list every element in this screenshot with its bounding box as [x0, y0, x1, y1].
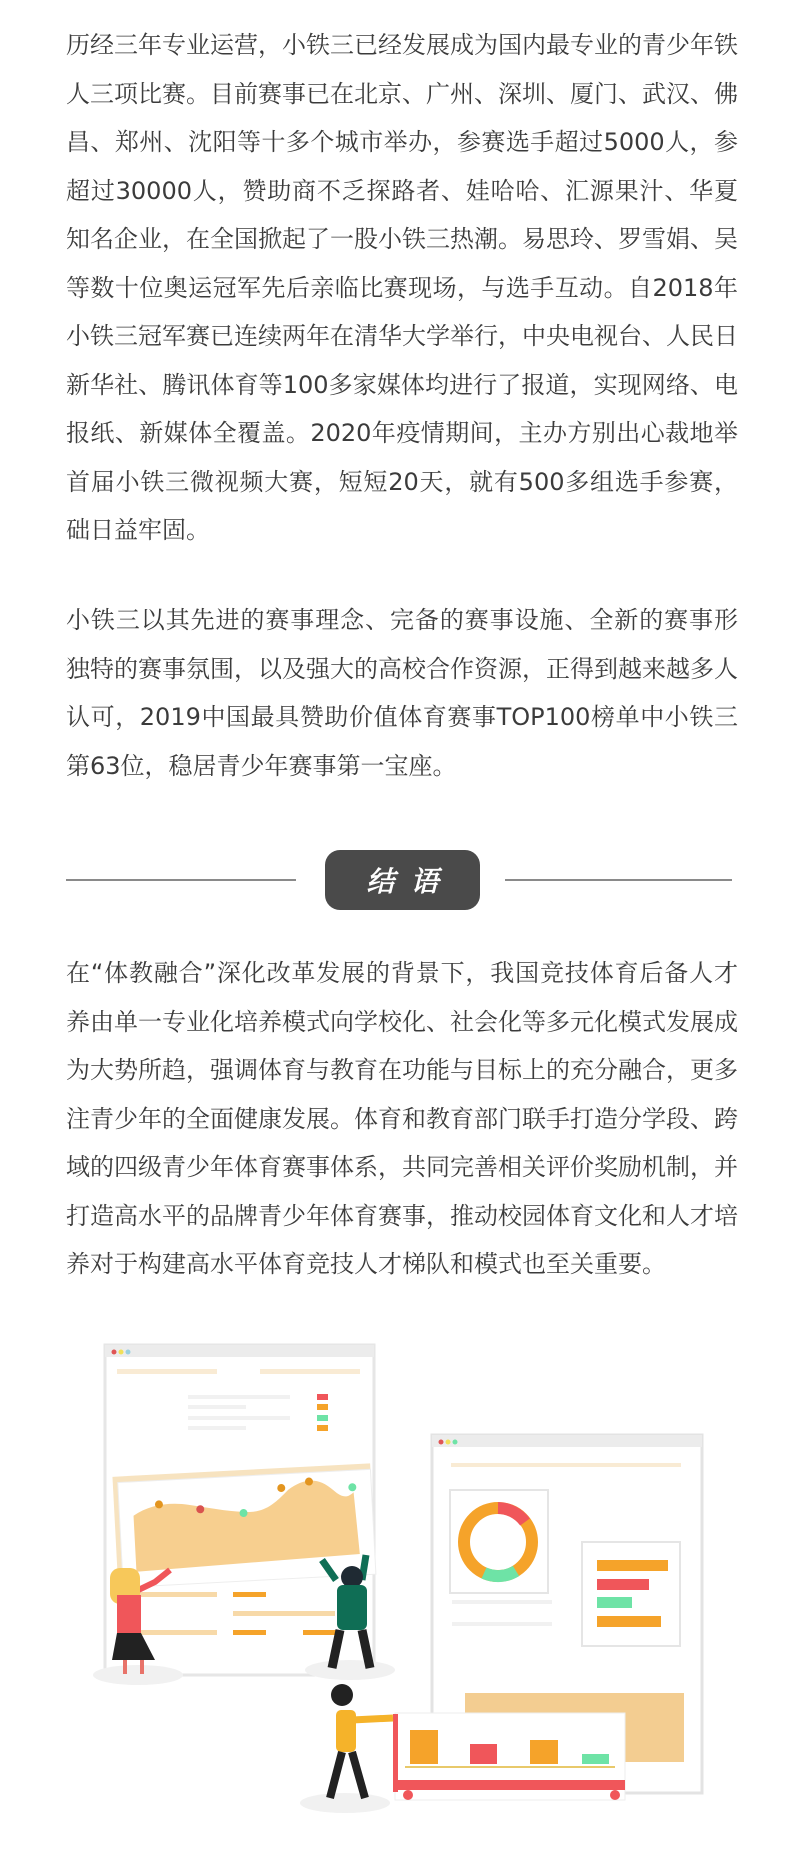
text-line: 在“体教融合”深化改革发展的背景下，我国竞技体育后备人才 [66, 959, 738, 987]
text-line: 独特的赛事氛围，以及强大的高校合作资源，正得到越来越多人 [66, 654, 738, 683]
text-line: 注青少年的全面健康发展。体育和教育部门联手打造分学段、跨 [66, 1104, 738, 1133]
text-line: 养由单一专业化培养模式向学校化、社会化等多元化模式发展成 [66, 1007, 738, 1036]
text-line: 新华社、腾讯体育等100多家媒体均进行了报道，实现网络、电 [66, 370, 738, 399]
text-line: 人三项比赛。目前赛事已在北京、广州、深圳、厦门、武汉、佛 [66, 79, 738, 108]
divider-left [66, 879, 296, 881]
dashboard-illustration [0, 1280, 800, 1874]
text-line: 养对于构建高水平体育竞技人才梯队和模式也至关重要。 [66, 1250, 666, 1278]
text-line: 报纸、新媒体全覆盖。2020年疫情期间，主办方别出心裁地举 [66, 419, 738, 447]
text-line: 打造高水平的品牌青少年体育赛事，推动校园体育文化和人才培 [66, 1201, 738, 1230]
section-heading: 结语 [325, 850, 480, 910]
paragraph-recognition [66, 596, 738, 790]
paragraph-conclusion [66, 949, 738, 1289]
text-line: 小铁三冠军赛已连续两年在清华大学举行，中央电视台、人民日 [66, 322, 738, 350]
text-line: 历经三年专业运营，小铁三已经发展成为国内最专业的青少年铁 [66, 31, 738, 59]
line-chart-card [112, 1463, 375, 1587]
text-line: 昌、郑州、沈阳等十多个城市举办，参赛选手超过5000人，参 [66, 128, 738, 156]
text-line: 等数十位奥运冠军先后亲临比赛现场，与选手互动。自2018年 [66, 273, 738, 302]
text-line: 小铁三以其先进的赛事理念、完备的赛事设施、全新的赛事形 [66, 606, 738, 634]
text-line: 首届小铁三微视频大赛，短短20天，就有500多组选手参赛， [66, 467, 738, 496]
text-line: 知名企业，在全国掀起了一股小铁三热潮。易思玲、罗雪娟、吴 [66, 225, 738, 253]
text-line: 认可，2019中国最具赞助价值体育赛事TOP100榜单中小铁三 [66, 703, 738, 731]
text-line: 超过30000人，赞助商不乏探路者、娃哈哈、汇源果汁、华夏 [66, 176, 738, 205]
divider-right [505, 879, 732, 881]
paragraph-intro [66, 21, 738, 555]
text-line: 础日益牢固。 [66, 516, 210, 544]
person-pushing-illustration [330, 1684, 393, 1798]
text-line: 第63位，稳居青少年赛事第一宝座。 [66, 751, 457, 780]
text-line: 域的四级青少年体育赛事体系，共同完善相关评价奖励机制，并 [66, 1153, 738, 1181]
text-line: 为大势所趋，强调体育与教育在功能与目标上的充分融合，更多 [66, 1056, 738, 1084]
